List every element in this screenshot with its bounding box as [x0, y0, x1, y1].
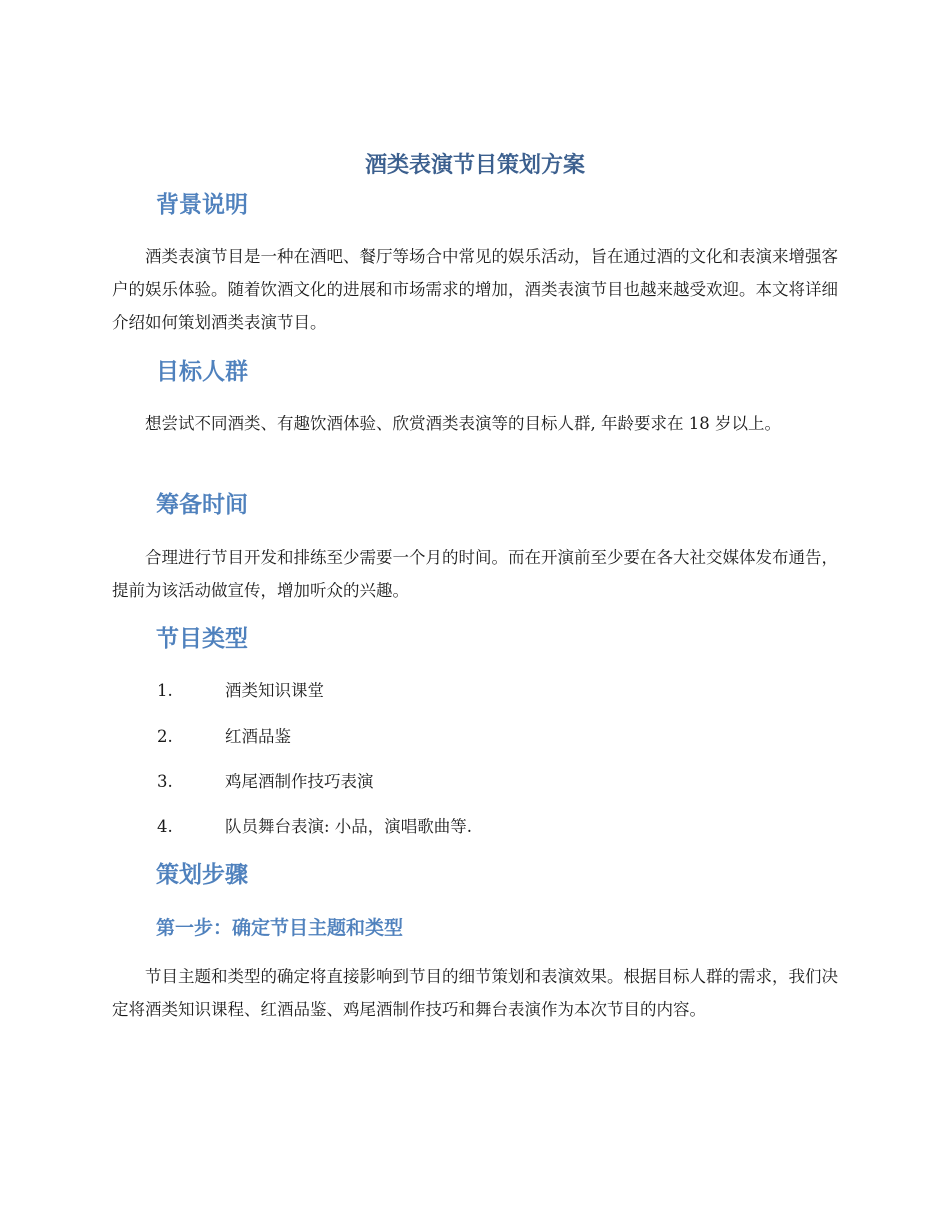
section-heading-prep-time: 筹备时间	[156, 492, 248, 518]
section-body-audience: 想尝试不同酒类、有趣饮酒体验、欣赏酒类表演等的目标人群, 年龄要求在 18 岁以上。	[145, 414, 781, 433]
section-heading-program-types: 节目类型	[156, 626, 248, 652]
list-item-number: 4.	[157, 817, 173, 836]
list-item-text: 红酒品鉴	[225, 727, 291, 746]
list-item	[0, 679, 950, 703]
list-item-number: 3.	[157, 772, 173, 791]
list-item	[0, 725, 950, 749]
list-item-text: 鸡尾酒制作技巧表演	[225, 772, 374, 791]
list-item	[0, 815, 950, 839]
section-heading-planning-steps: 策划步骤	[156, 862, 248, 888]
list-item-text: 队员舞台表演: 小品，演唱歌曲等.	[225, 817, 473, 836]
section-body-background: 酒类表演节目是一种在酒吧、餐厅等场合中常见的娱乐活动，旨在通过酒的文化和表演来增强客户的娱乐体验。随着饮酒文化的进展和市场需求的增加，酒类表演节目也越来越受欢迎。本文将详细介绍如何策划酒类表演节目。	[112, 247, 838, 332]
subsection-heading-step1: 第一步：确定节目主题和类型	[156, 917, 404, 939]
section-heading-audience: 目标人群	[156, 359, 248, 385]
document-title: 酒类表演节目策划方案	[364, 153, 585, 178]
section-heading-background: 背景说明	[156, 192, 248, 218]
list-item	[0, 770, 950, 794]
list-item-text: 酒类知识课堂	[225, 681, 324, 700]
section-body-prep-time: 合理进行节目开发和排练至少需要一个月的时间。而在开演前至少要在各大社交媒体发布通告，提前为该活动做宣传，增加听众的兴趣。	[112, 548, 838, 600]
list-item-number: 2.	[157, 727, 173, 746]
list-item-number: 1.	[157, 681, 173, 700]
subsection-body-step1: 节目主题和类型的确定将直接影响到节目的细节策划和表演效果。根据目标人群的需求，我们决定将酒类知识课程、红酒品鉴、鸡尾酒制作技巧和舞台表演作为本次节目的内容。	[112, 967, 838, 1019]
